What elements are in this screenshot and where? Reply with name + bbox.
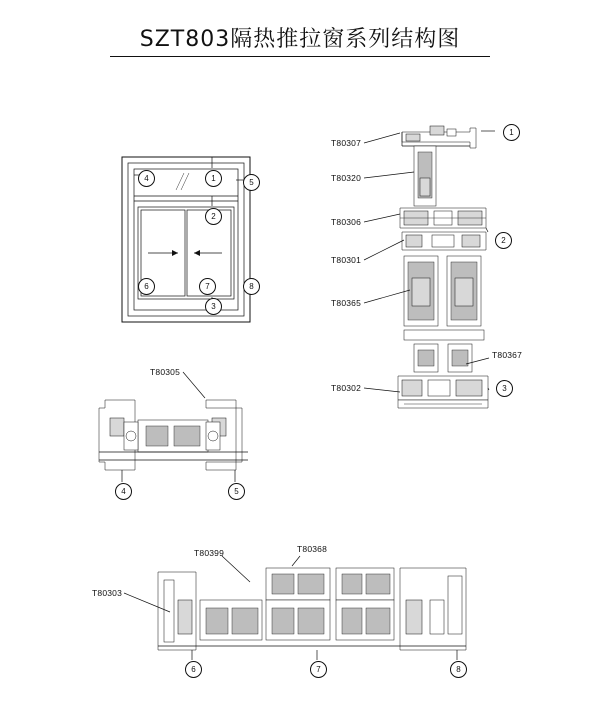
part-label: T80368 xyxy=(297,544,328,554)
elevation-callout-5: 5 xyxy=(243,174,260,191)
detail-callout-4: 4 xyxy=(115,483,132,500)
elevation-callout-8: 8 xyxy=(243,278,260,295)
part-label: T80302 xyxy=(331,383,362,393)
elevation-callout-2: 2 xyxy=(205,208,222,225)
part-label: T80399 xyxy=(194,548,225,558)
elevation-callout-1: 1 xyxy=(205,170,222,187)
horizontal-section xyxy=(124,556,466,660)
part-label: T80367 xyxy=(492,350,523,360)
detail-callout-2: 2 xyxy=(495,232,512,249)
detail-callout-8: 8 xyxy=(450,661,467,678)
elevation-callout-7: 7 xyxy=(199,278,216,295)
elevation-callout-3: 3 xyxy=(205,298,222,315)
elevation-callout-4: 4 xyxy=(138,170,155,187)
part-label: T80306 xyxy=(331,217,362,227)
part-label: T80303 xyxy=(92,588,123,598)
detail-callout-5: 5 xyxy=(228,483,245,500)
jamb-section xyxy=(99,372,248,482)
part-label: T80305 xyxy=(150,367,181,377)
title-underline xyxy=(110,56,490,57)
part-label: T80320 xyxy=(331,173,362,183)
elevation-callout-6: 6 xyxy=(138,278,155,295)
detail-callout-3: 3 xyxy=(496,380,513,397)
part-label: T80307 xyxy=(331,138,362,148)
detail-callout-1: 1 xyxy=(503,124,520,141)
part-label: T80301 xyxy=(331,255,362,265)
detail-callout-6: 6 xyxy=(185,661,202,678)
page-title: SZT803隔热推拉窗系列结构图 xyxy=(139,27,461,52)
detail-callout-7: 7 xyxy=(310,661,327,678)
vertical-section xyxy=(364,126,495,408)
part-label: T80365 xyxy=(331,298,362,308)
